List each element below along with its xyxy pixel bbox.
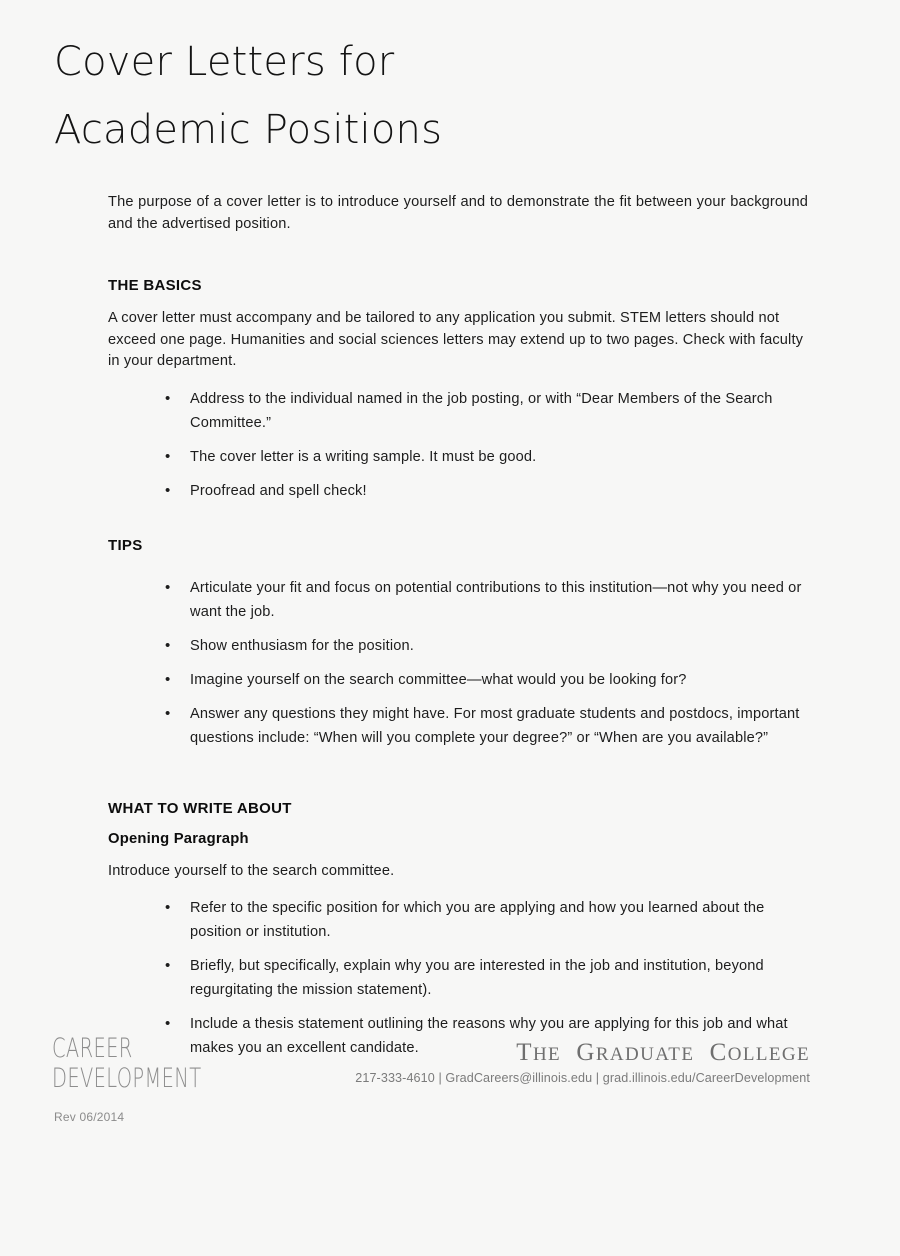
section-heading-what-to-write-about: WHAT TO WRITE ABOUT [108,799,292,817]
document-content [108,192,808,1060]
bullet-icon: • [165,578,171,596]
bullet-icon: • [165,1015,171,1032]
list-item-text: Answer any questions they might have. For most graduate students and postdocs, important questions include: “When will you complete your degree?” or “When are you available?” [190,705,800,746]
bullet-icon: • [165,957,171,974]
list-item [108,634,808,658]
list-item-text: Show enthusiasm for the position. [190,637,414,654]
list-item-text: Refer to the specific position for which you are applying and how you learned about the position or institution. [190,900,765,940]
title-line-1: Cover Letters for [54,39,395,85]
wordmark-t: T [516,1039,533,1066]
list-item-text: Include a thesis statement outlining the reasons why you are applying for this job and what makes you an excellent candidate. [190,1016,788,1056]
list-item [108,445,808,469]
bullet-icon: • [165,389,171,407]
graduate-college-block [310,1038,810,1085]
bullet-icon: • [165,447,171,465]
bullet-list-the-basics [108,387,808,503]
list-item [108,668,808,692]
section-paragraph-opening: Introduce yourself to the search committee. [108,862,395,879]
bullet-list-tips [108,576,808,750]
section-heading-tips: TIPS [108,536,143,554]
wordmark-college-rest: OLLEGE [727,1044,810,1065]
page-footer [0,1018,900,1138]
list-item-text: The cover letter is a writing sample. It must be good. [190,448,537,465]
bullet-icon: • [165,636,171,654]
list-item [108,954,808,1002]
bullet-icon: • [165,670,171,688]
list-item [108,387,808,435]
section-heading-the-basics: THE BASICS [108,277,202,294]
intro-paragraph: The purpose of a cover letter is to introduce yourself and to demonstrate the fit between your background and the advertised position. [108,194,808,232]
list-item [108,479,808,503]
bullet-icon: • [165,481,171,499]
wordmark-g: G [576,1039,596,1066]
list-item [108,896,808,944]
graduate-college-wordmark [310,1038,810,1070]
section-paragraph-the-basics: A cover letter must accompany and be tailored to any application you submit. STEM letters should not exceed one page. Humanities and social sciences letters may extend up to two pages. Check with faculty in your department. [108,310,804,369]
career-development-logo-line-1: CAREER [52,1033,133,1064]
list-item-text: Address to the individual named in the job posting, or with “Dear Members of the Search Committee.” [190,390,773,431]
wordmark-c: C [709,1039,728,1066]
career-development-logo [52,1034,260,1094]
page-title [54,28,754,164]
bullet-icon: • [165,899,171,916]
wordmark-the-rest: HE [532,1044,562,1065]
list-item-text: Proofread and spell check! [190,482,367,499]
bullet-icon: • [165,704,171,722]
title-line-2: Academic Positions [54,107,443,153]
footer-contact-line: 217-333-4610 | GradCareers@illinois.edu | grad.illinois.edu/CareerDevelopment [355,1071,810,1085]
wordmark-graduate-rest: RADUATE [595,1044,695,1065]
list-item [108,702,808,750]
list-item-text: Briefly, but specifically, explain why you are interested in the job and institution, beyond regurgitating the mission statement). [190,958,764,998]
list-item [108,576,808,624]
list-item-text: Articulate your fit and focus on potential contributions to this institution—not why you need or want the job. [190,579,802,620]
list-item-text: Imagine yourself on the search committee—what would you be looking for? [190,671,687,688]
subsection-heading-opening-paragraph: Opening Paragraph [108,830,249,847]
career-development-logo-line-2: DEVELOPMENT [52,1063,202,1094]
revision-label: Rev 06/2014 [54,1110,125,1124]
